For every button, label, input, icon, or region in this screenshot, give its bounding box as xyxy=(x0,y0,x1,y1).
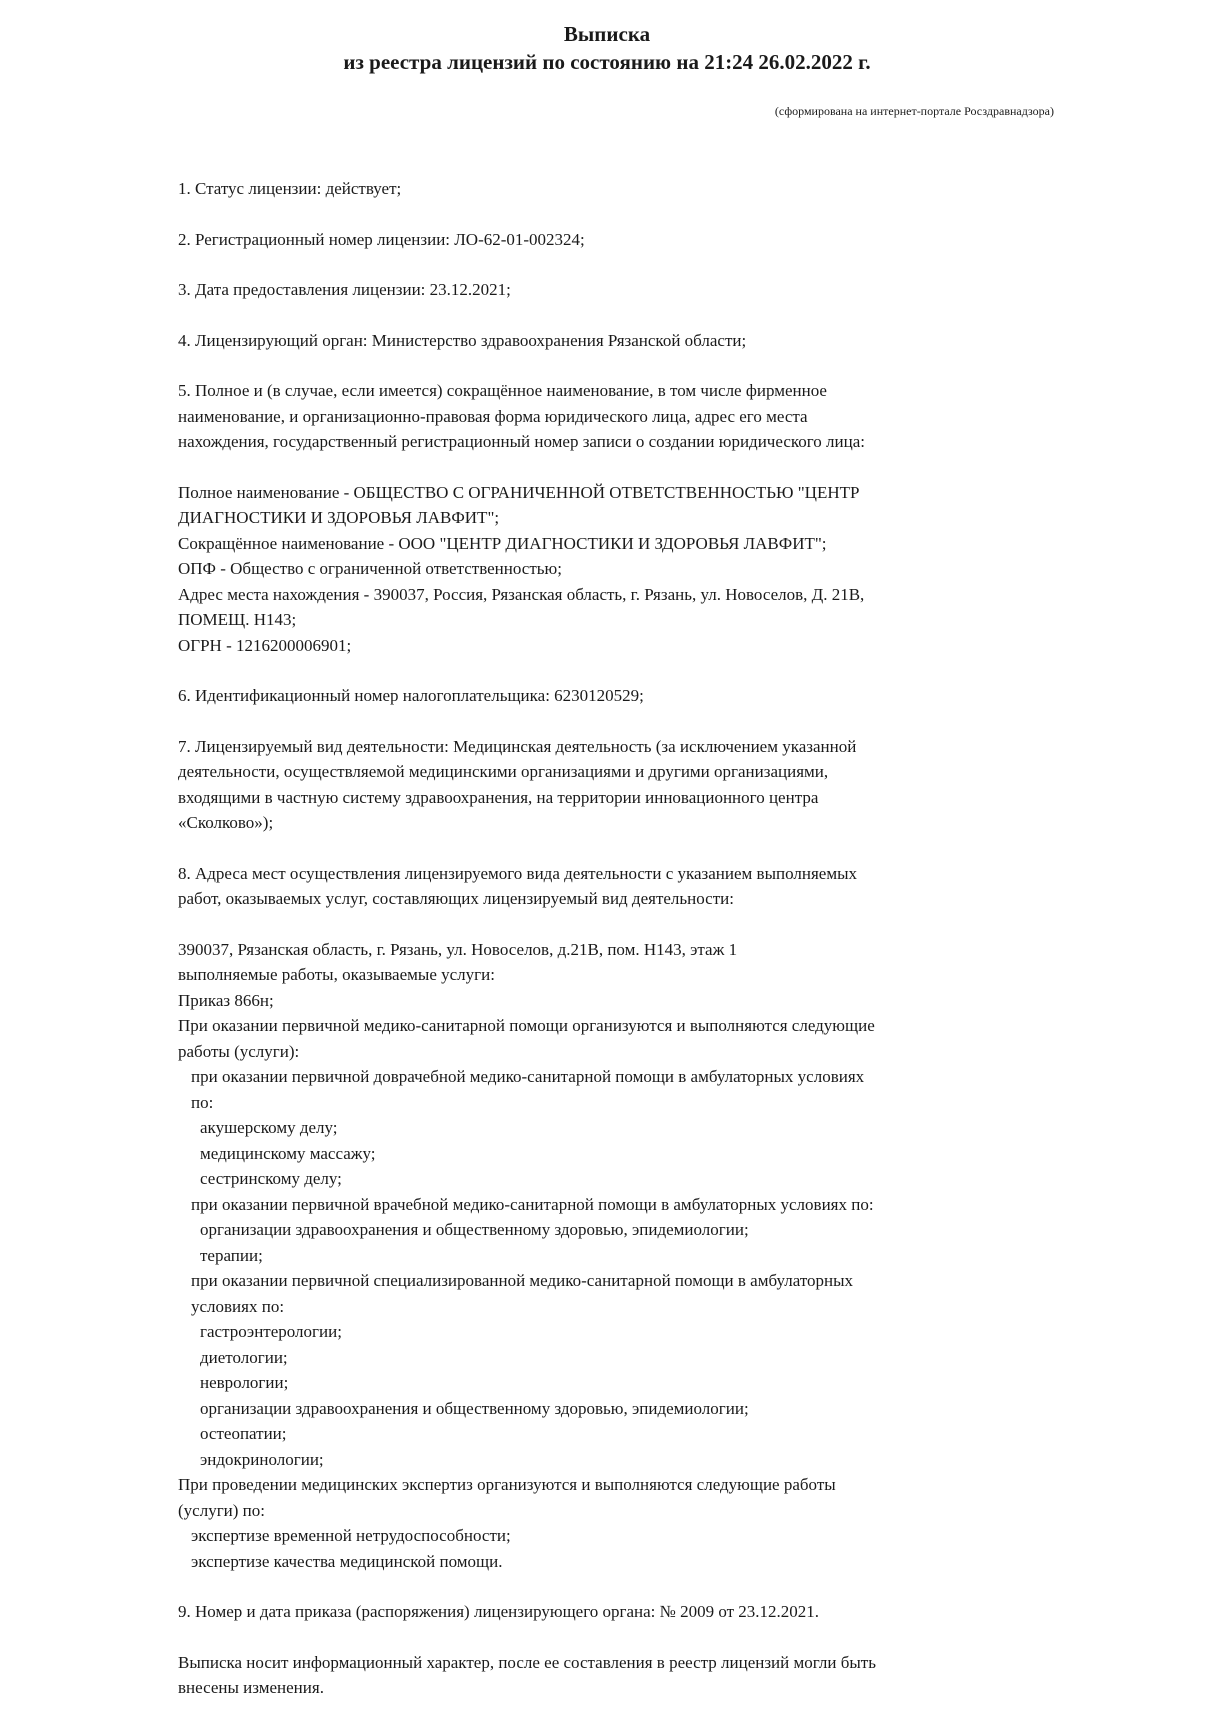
list-item: терапии; xyxy=(200,1245,263,1265)
addresses-section-header: 8. Адреса мест осуществления лицензируемого вида деятельности с указанием выполняемых работ, оказываемых услуг, составляющих лицензируемый вид деятельности: xyxy=(178,863,857,908)
organization-full-name: Полное наименование - ОБЩЕСТВО С ОГРАНИЧЕННОЙ ОТВЕТСТВЕННОСТЬЮ "ЦЕНТР ДИАГНОСТИКИ И ЗДОРОВЬЯ ЛАВФИТ"; xyxy=(178,482,860,527)
list-item: диетологии; xyxy=(200,1347,288,1367)
taxpayer-id: 6. Идентификационный номер налогоплательщика: 6230120529; xyxy=(178,686,644,705)
primary-care-header: При оказании первичной медико-санитарной помощи организуются и выполняются следующие работы (услуги): xyxy=(178,1016,875,1061)
list-item: медицинскому массажу; xyxy=(200,1143,376,1163)
works-label: выполняемые работы, оказываемые услуги: xyxy=(178,965,495,984)
organization-opf: ОПФ - Общество с ограниченной ответственностью; xyxy=(178,559,562,578)
prenursing-care-header: при оказании первичной доврачебной медико-санитарной помощи в амбулаторных условиях по: xyxy=(191,1067,865,1112)
order-reference: Приказ 866н; xyxy=(178,990,274,1010)
list-item: акушерскому делу; xyxy=(200,1118,338,1137)
organization-address: Адрес места нахождения - 390037, Россия, Рязанская область, г. Рязань, ул. Новоселов, Д. 21В, ПОМЕЩ. Н143; xyxy=(178,584,865,629)
activity-address: 390037, Рязанская область, г. Рязань, ул. Новоселов, д.21В, пом. Н143, этаж 1 xyxy=(178,939,738,959)
list-item: гастроэнтерологии; xyxy=(200,1322,342,1341)
list-item: экспертизе качества медицинской помощи. xyxy=(191,1551,503,1571)
order-number: 9. Номер и дата приказа (распоряжения) лицензирующего органа: № 2009 от 23.12.2021. xyxy=(178,1602,820,1621)
list-item: экспертизе временной нетрудоспособности; xyxy=(191,1526,511,1545)
source-note: (сформирована на интернет-портале Росздравнадзора) xyxy=(774,104,1054,118)
specialized-care-header: при оказании первичной специализированной медико-санитарной помощи в амбулаторных условиях по: xyxy=(191,1271,854,1316)
physician-care-header: при оказании первичной врачебной медико-санитарной помощи в амбулаторных условиях по: xyxy=(191,1194,874,1214)
licensing-authority: 4. Лицензирующий орган: Министерство здравоохранения Рязанской области; xyxy=(178,330,747,350)
list-item: остеопатии; xyxy=(200,1424,287,1443)
registration-number: 2. Регистрационный номер лицензии: ЛО-62-01-002324; xyxy=(178,229,585,249)
list-item: организации здравоохранения и общественному здоровью, эпидемиологии; xyxy=(200,1220,749,1239)
expertise-header: При проведении медицинских экспертиз организуются и выполняются следующие работы (услуги) по: xyxy=(178,1475,836,1520)
list-item: организации здравоохранения и общественному здоровью, эпидемиологии; xyxy=(200,1398,749,1418)
organization-section-header: 5. Полное и (в случае, если имеется) сокращённое наименование, в том числе фирменное наименование, и организационно-правовая форма юридического лица, адрес его места нахождения, государственный регистрационный номер записи о создании юридического лица: xyxy=(178,381,866,451)
issue-date: 3. Дата предоставления лицензии: 23.12.2021; xyxy=(178,280,511,299)
organization-ogrn: ОГРН - 1216200006901; xyxy=(178,635,352,655)
document-subtitle: из реестра лицензий по состоянию на 21:24 26.02.2022 г. xyxy=(343,50,871,74)
document-title: Выписка xyxy=(563,22,651,46)
list-item: неврологии; xyxy=(200,1373,289,1392)
list-item: эндокринологии; xyxy=(200,1449,324,1469)
license-status: 1. Статус лицензии: действует; xyxy=(178,179,402,198)
document-body xyxy=(178,176,1058,1701)
licensed-activity: 7. Лицензируемый вид деятельности: Медицинская деятельность (за исключением указанной деятельности, осуществляемой медицинскими организациями и другими организациями, входящими в частную систему здравоохранения, на территории инновационного центра «Сколково»); xyxy=(178,736,857,832)
disclaimer: Выписка носит информационный характер, после ее составления в реестр лицензий могли быть внесены изменения. xyxy=(178,1652,876,1697)
list-item: сестринскому делу; xyxy=(200,1169,342,1188)
organization-short-name: Сокращённое наименование - ООО "ЦЕНТР ДИАГНОСТИКИ И ЗДОРОВЬЯ ЛАВФИТ"; xyxy=(178,533,827,553)
